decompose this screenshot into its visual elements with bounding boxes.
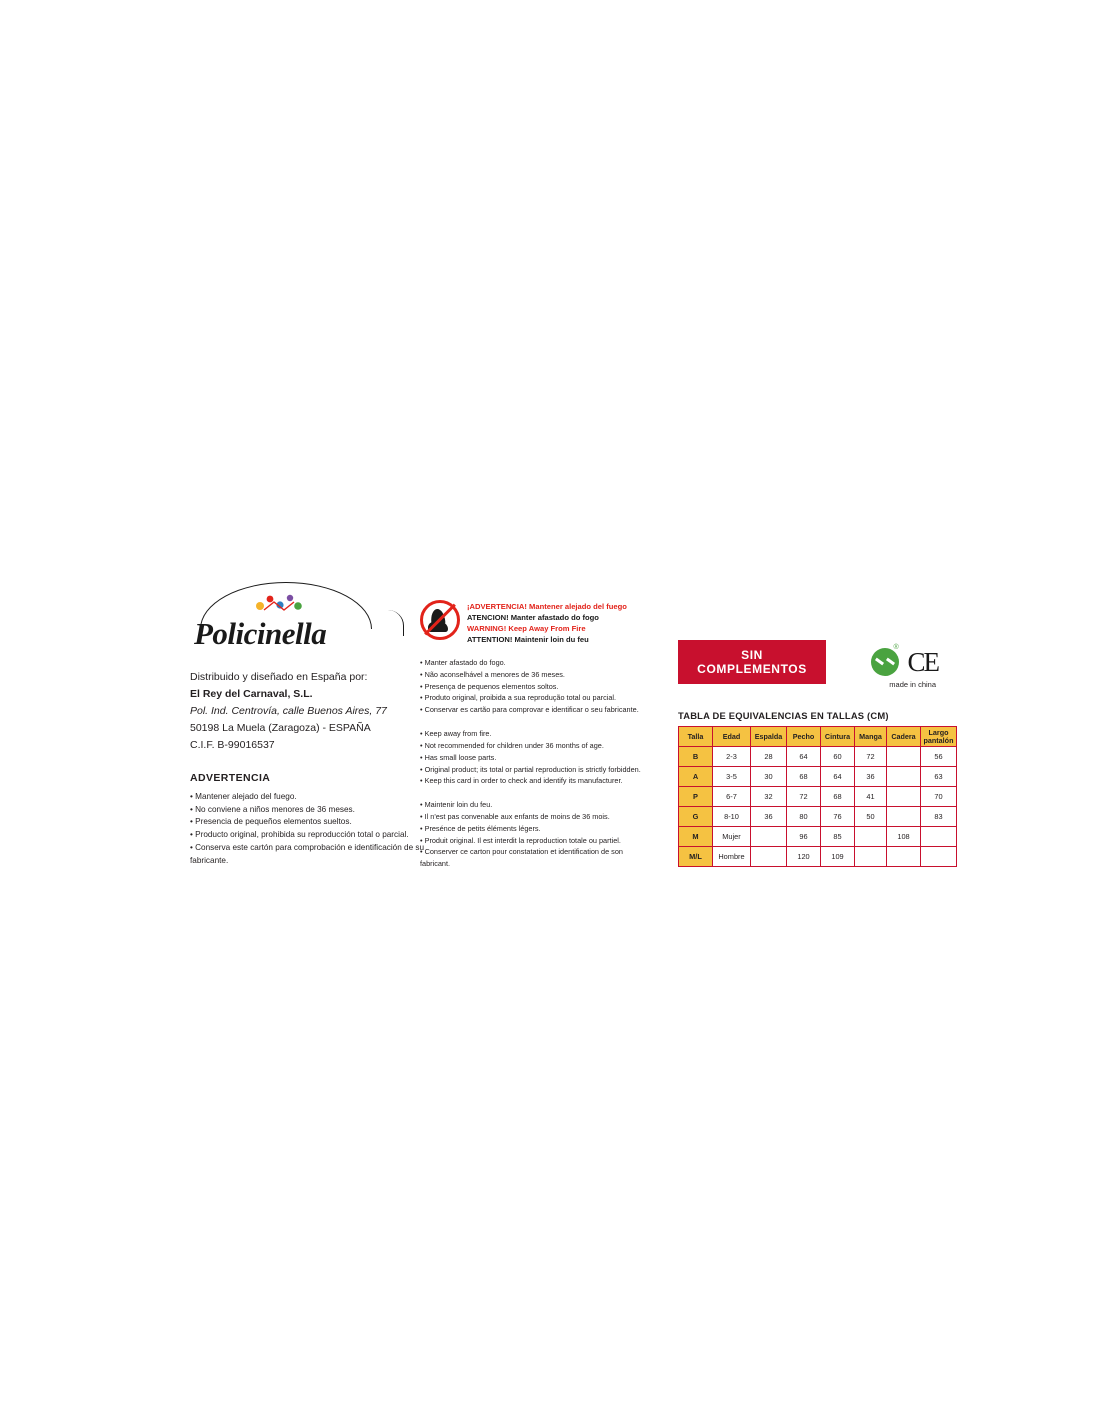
distributed-label: Distribuido y diseñado en España por: (190, 671, 368, 683)
col-header-manga: Manga (855, 727, 887, 747)
cell-manga: 36 (855, 767, 887, 787)
cell-pecho: 120 (787, 847, 821, 867)
cell-largo: 63 (921, 767, 957, 787)
cell-edad: 8-10 (713, 807, 751, 827)
cell-cadera: 108 (887, 827, 921, 847)
cell-talla: A (679, 767, 713, 787)
registered-mark: ® (893, 644, 899, 651)
list-item: • Keep away from fire. (420, 729, 492, 739)
green-point-recycling-icon (871, 648, 899, 676)
size-table-title: TABLA DE EQUIVALENCIAS EN TALLAS (CM) (678, 710, 889, 721)
list-item: • Keep this card in order to check and identify its manufacturer. (420, 776, 623, 786)
list-item: • Manter afastado do fogo. (420, 658, 506, 667)
logo-arc-tail-decoration (377, 610, 404, 636)
list-item: • Original product; its total or partial reproduction is strictly forbidden. (420, 764, 641, 774)
ce-mark-icon: CE (907, 646, 938, 677)
list-item: • Mantener alejado del fuego. (190, 792, 297, 801)
list-item: • Presença de pequenos elementos soltos. (420, 681, 559, 691)
table-row (679, 767, 957, 787)
cell-talla: B (679, 747, 713, 767)
warning-title-es: ADVERTENCIA (190, 772, 271, 784)
logo-wordmark: Policinella (194, 616, 327, 651)
cell-pecho: 64 (787, 747, 821, 767)
cell-talla: P (679, 787, 713, 807)
list-item: • Conserva este cartón para comprobación e identificación de su fabricante. (190, 842, 425, 865)
warning-bullets-en (420, 728, 650, 787)
right-column (678, 640, 954, 867)
cell-largo: 56 (921, 747, 957, 767)
address-line-2: 50198 La Muela (Zaragoza) - ESPAÑA (190, 722, 371, 734)
cell-edad: Hombre (713, 847, 751, 867)
table-header-row (679, 727, 957, 747)
col-header-talla: Talla (679, 727, 713, 747)
cell-talla: M (679, 827, 713, 847)
cell-cintura: 64 (821, 767, 855, 787)
cell-cadera (887, 747, 921, 767)
cell-espalda: 30 (751, 767, 787, 787)
table-row (679, 827, 957, 847)
table-row (679, 747, 957, 767)
distributor-address (190, 669, 430, 754)
list-item: • Il n'est pas convenable aux enfants de moins de 36 mois. (420, 811, 610, 821)
list-item: • Produit original. Il est interdit la reproduction totale ou partiel. (420, 835, 621, 845)
cell-cintura: 109 (821, 847, 855, 867)
col-header-espalda: Espalda (751, 727, 787, 747)
company-name: El Rey del Carnaval, S.L. (190, 688, 313, 700)
made-in-text: made in china (889, 680, 936, 689)
cell-cintura: 60 (821, 747, 855, 767)
status-badge: SIN COMPLEMENTOS (678, 640, 826, 684)
cell-cintura: 85 (821, 827, 855, 847)
col-header-cintura: Cintura (821, 727, 855, 747)
warning-bullets-es (190, 791, 430, 867)
cell-manga: 72 (855, 747, 887, 767)
cell-pecho: 96 (787, 827, 821, 847)
cell-espalda: 28 (751, 747, 787, 767)
no-fire-icon (420, 600, 460, 640)
list-item: • No conviene a niños menores de 36 meses. (190, 804, 355, 814)
warning-bullets-fr (420, 799, 650, 870)
table-row (679, 787, 957, 807)
certification-marks (871, 644, 940, 689)
warning-line-en: WARNING! Keep Away From Fire (467, 624, 586, 633)
cell-talla: M/L (679, 847, 713, 867)
cell-espalda (751, 847, 787, 867)
cell-manga: 50 (855, 807, 887, 827)
cell-largo: 70 (921, 787, 957, 807)
fire-warning-text (467, 600, 627, 645)
cell-largo (921, 847, 957, 867)
cell-cadera (887, 807, 921, 827)
cell-edad: 6-7 (713, 787, 751, 807)
cell-largo: 83 (921, 807, 957, 827)
cif-number: C.I.F. B-99016537 (190, 739, 275, 751)
table-row (679, 847, 957, 867)
cell-manga: 41 (855, 787, 887, 807)
cell-espalda: 32 (751, 787, 787, 807)
cell-edad: 2-3 (713, 747, 751, 767)
col-header-pecho: Pecho (787, 727, 821, 747)
cell-manga (855, 827, 887, 847)
cell-cadera (887, 767, 921, 787)
list-item: • Maintenir loin du feu. (420, 800, 493, 810)
list-item: • Produto original, proibida a sua reprodução total ou parcial. (420, 693, 617, 703)
list-item: • Producto original, prohibida su reproducción total o parcial. (190, 830, 409, 840)
warning-line-fr: ATTENTION! Maintenir loin du feu (467, 635, 589, 644)
cell-talla: G (679, 807, 713, 827)
list-item: • Has small loose parts. (420, 752, 497, 762)
col-header-edad: Edad (713, 727, 751, 747)
table-row (679, 807, 957, 827)
cell-pecho: 72 (787, 787, 821, 807)
list-item: • Presencia de pequeños elementos sueltos. (190, 817, 352, 827)
cell-edad: Mujer (713, 827, 751, 847)
cell-pecho: 68 (787, 767, 821, 787)
col-header-largo-pantalon: Largo pantalón (921, 727, 957, 747)
list-item: • Not recommended for children under 36 months of age. (420, 740, 604, 750)
badge-row (678, 640, 940, 689)
cell-pecho: 80 (787, 807, 821, 827)
cell-cadera (887, 787, 921, 807)
cell-largo (921, 827, 957, 847)
cell-cadera (887, 847, 921, 867)
warning-line-es: ¡ADVERTENCIA! Mantener alejado del fuego (467, 602, 627, 611)
address-line-1: Pol. Ind. Centrovía, calle Buenos Aires, 77 (190, 705, 387, 717)
warning-line-pt: ATENCION! Manter afastado do fogo (467, 613, 599, 622)
cell-edad: 3-5 (713, 767, 751, 787)
list-item: • Conserver ce carton pour constatation et identification de son fabricant. (420, 847, 623, 869)
middle-column (420, 600, 650, 870)
cell-cintura: 68 (821, 787, 855, 807)
col-header-cadera: Cadera (887, 727, 921, 747)
left-column (190, 580, 430, 867)
cell-espalda (751, 827, 787, 847)
list-item: • Presénce de petits éléments légers. (420, 823, 541, 833)
cell-espalda: 36 (751, 807, 787, 827)
fire-warning-header (420, 600, 650, 645)
cell-manga (855, 847, 887, 867)
list-item: • Conservar es cartão para comprovar e identificar o seu fabricante. (420, 705, 639, 715)
brand-logo (190, 580, 390, 655)
cell-cintura: 76 (821, 807, 855, 827)
warning-bullets-pt (420, 657, 650, 716)
list-item: • Não aconselhável a menores de 36 meses. (420, 669, 565, 679)
size-equivalence-table (678, 726, 957, 867)
